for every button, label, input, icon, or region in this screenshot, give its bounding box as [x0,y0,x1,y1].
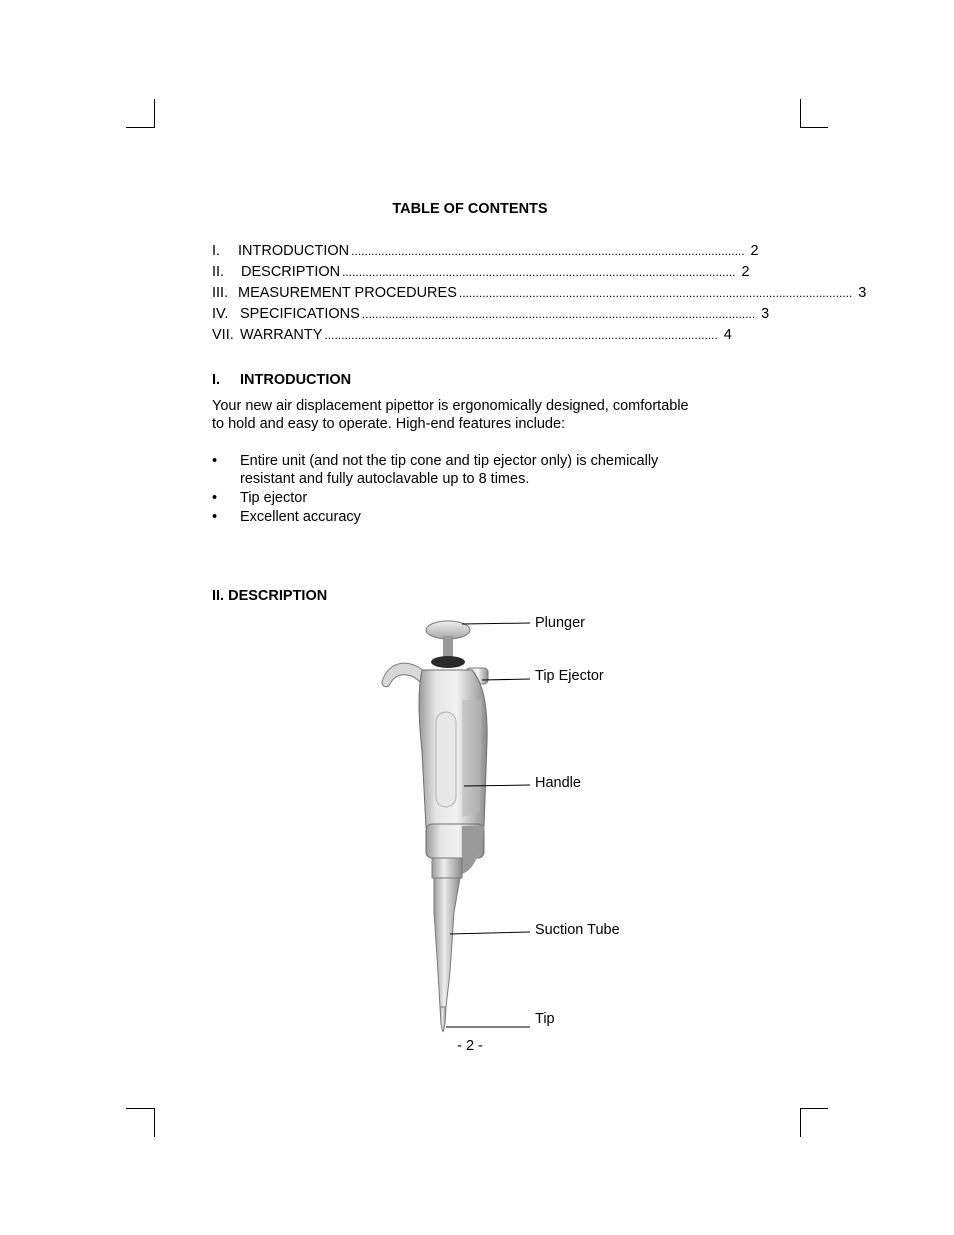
toc-entry-label: SPECIFICATIONS [240,306,360,322]
toc-dot-leader: ...................................................................................................................... [342,265,736,279]
suction-tube-label: Suction Tube [535,922,620,938]
toc-title: TABLE OF CONTENTS [392,201,548,217]
crop-mark-bottom-left-h [126,1108,155,1109]
toc-entry-number: II. [212,264,225,280]
handle-label: Handle [535,775,581,791]
list-item-line: Entire unit (and not the tip cone and tip ejector only) is chemically [240,453,659,469]
toc-dot-leader: ...................................................................................................................... [458,286,853,300]
toc-entry-number: III. [212,285,229,301]
plunger-part [426,621,470,668]
list-item-line: Excellent accuracy [240,509,361,525]
toc-entry-number: VII. [212,327,234,343]
list-item-line: Tip ejector [240,490,308,506]
tip-ejector-label: Tip Ejector [535,668,604,684]
toc-dot-leader: ...................................................................................................................... [324,328,718,342]
pipette-illustration [370,612,550,1042]
crop-mark-top-right-h [800,127,828,128]
crop-mark-bottom-right-v [800,1108,801,1137]
list-item [212,489,722,507]
description-heading: II. DESCRIPTION [212,588,328,604]
finger-hook-part [382,663,425,687]
collar-part [426,824,484,878]
toc-entry-page: 2 [741,264,750,280]
handle-part [419,670,487,827]
suction-tube-leader-line [450,932,530,934]
toc-entry-introduction[interactable] [212,243,759,264]
toc-entry-measurement-procedures[interactable] [212,285,867,306]
toc-entry-number: IV. [212,306,229,322]
introduction-heading [212,372,351,388]
toc-dot-leader: ...................................................................................................................... [351,244,745,258]
crop-mark-top-right-v [800,99,801,128]
toc-entry-page: 4 [723,327,732,343]
toc-entry-page: 3 [858,285,867,301]
suction-tube-part [434,878,460,1007]
toc-entry-warranty[interactable] [212,327,732,348]
crop-mark-top-left-v [154,99,155,128]
plunger-label: Plunger [535,615,585,631]
list-item [212,508,722,526]
tip-part [440,1007,446,1032]
toc-entry-number: I. [212,243,221,259]
toc-entry-specifications[interactable] [212,306,770,327]
tip-ejector-leader-line [482,679,530,680]
tip-label: Tip [535,1011,555,1027]
list-item-line: resistant and fully autoclavable up to 8 times. [240,471,530,487]
toc-entry-description[interactable] [212,264,750,285]
toc-dot-leader: ...................................................................................................................... [361,307,756,321]
toc-list [212,243,867,348]
bullet-icon: • [212,509,218,525]
toc-entry-label: DESCRIPTION [241,264,341,280]
bullet-icon: • [212,490,218,506]
feature-list [212,452,722,527]
plunger-leader-line [462,623,530,624]
crop-mark-bottom-left-v [154,1108,155,1137]
introduction-paragraph [212,397,742,433]
introduction-paragraph-line: to hold and easy to operate. High-end features include: [212,416,566,432]
toc-entry-label: WARRANTY [240,327,323,343]
introduction-paragraph-line: Your new air displacement pipettor is ergonomically designed, comfortable [212,398,689,414]
introduction-heading-text: INTRODUCTION [240,372,352,388]
crop-mark-bottom-right-h [800,1108,828,1109]
bullet-icon: • [212,453,218,469]
toc-entry-page: 2 [750,243,759,259]
crop-mark-top-left-h [126,127,155,128]
list-item [212,452,722,488]
introduction-heading-number: I. [212,372,221,388]
toc-entry-label: INTRODUCTION [238,243,350,259]
toc-entry-label: MEASUREMENT PROCEDURES [238,285,457,301]
page-number: - 2 - [457,1038,483,1054]
toc-entry-page: 3 [761,306,770,322]
